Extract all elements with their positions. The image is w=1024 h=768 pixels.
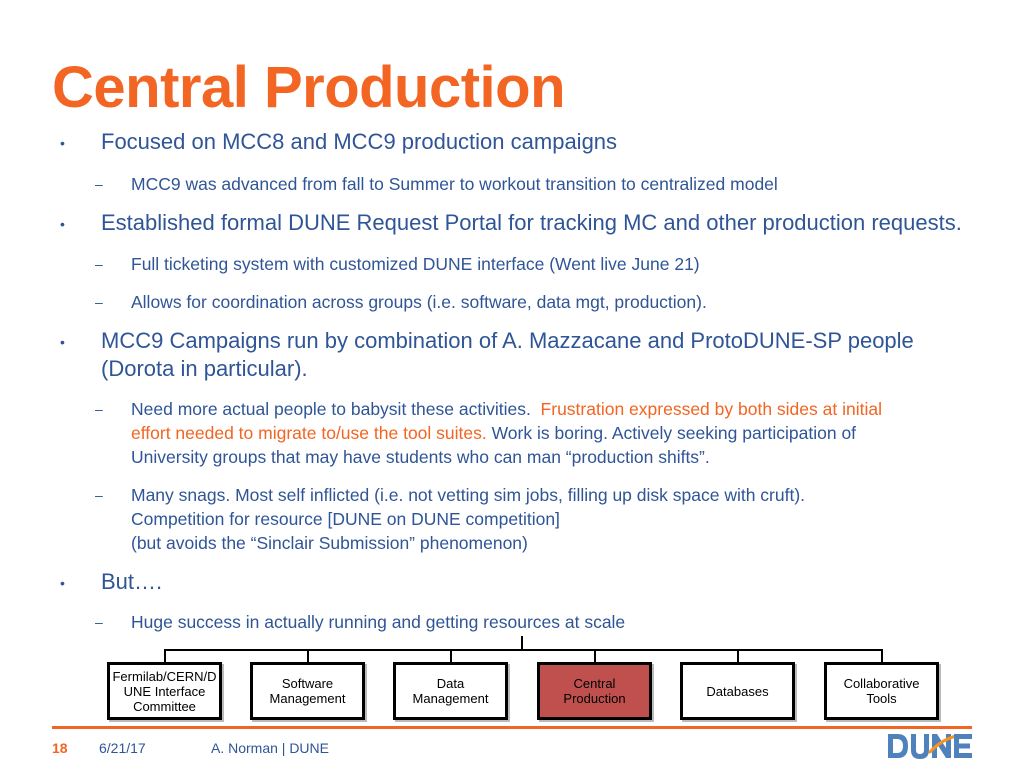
bullet-2-sub-1: Full ticketing system with customized DUNE interface (Went live June 21): [131, 254, 700, 274]
dash-marker: –: [95, 487, 103, 503]
bullet-3-line-2: (Dorota in particular).: [101, 356, 308, 381]
footer-divider: [52, 726, 972, 729]
org-box-label-line: Databases: [706, 683, 769, 699]
org-box-label-line: Fermilab/CERN/D: [112, 668, 217, 684]
org-box-central-production: [537, 662, 652, 720]
org-box-label-line: UNE Interface: [123, 683, 206, 699]
bullet-2-sub-2: Allows for coordination across groups (i.e. software, data mgt, production).: [131, 292, 707, 312]
bullet-3-sub-1-line-3: University groups that may have students who can man “production shifts”.: [131, 447, 710, 467]
bullet-3-sub-2-line-3: (but avoids the “Sinclair Submission” phenomenon): [131, 533, 528, 553]
dash-marker: –: [95, 256, 103, 272]
bullet-2-text: Established formal DUNE Request Portal for tracking MC and other production requests.: [101, 210, 962, 235]
sub-text-normal: Work is boring. Actively seeking participation of: [491, 423, 857, 443]
dash-marker: –: [95, 401, 103, 417]
dash-marker: –: [95, 614, 103, 630]
sub-text-normal: Need more actual people to babysit these activities.: [131, 399, 531, 419]
org-connector-drop: [450, 649, 452, 663]
org-box-collaborative-tools: [824, 662, 939, 720]
bullet-3-sub-1-line-1: [131, 397, 882, 421]
sub-text-highlight: effort needed to migrate to/use the tool suites.: [131, 423, 487, 443]
org-box-fermilab-cern-dune-interface-committee: [107, 662, 222, 720]
org-box-label-line: Production: [563, 691, 626, 706]
sub-text-highlight: Frustration expressed by both sides at initial: [540, 399, 882, 419]
org-box-label-line: Management: [269, 691, 346, 706]
bullet-3-sub-1-line-2: [131, 421, 856, 445]
org-connector-drop: [881, 649, 883, 663]
org-box-label-line: Committee: [133, 698, 196, 714]
org-box-label-line: Central: [573, 676, 616, 691]
bullet-4-text: But….: [101, 569, 163, 594]
org-connector-trunk: [521, 636, 523, 650]
bullet-1-text: Focused on MCC8 and MCC9 production campaigns: [101, 129, 618, 154]
org-connector-drop: [307, 649, 309, 663]
org-connector-drop: [737, 649, 739, 663]
bullet-marker: •: [60, 575, 65, 591]
org-box-label-line: Collaborative: [843, 676, 920, 691]
bullet-marker: •: [60, 216, 65, 232]
footer-author: A. Norman | DUNE: [211, 740, 329, 756]
org-box-software-management: [250, 662, 365, 720]
bullet-3-line-1: MCC9 Campaigns run by combination of A. Mazzacane and ProtoDUNE-SP people: [101, 328, 914, 353]
org-box-label-line: Data Management: [412, 676, 489, 706]
page-number: 18: [52, 740, 68, 756]
org-connector-drop: [164, 649, 166, 663]
dash-marker: –: [95, 176, 103, 192]
org-connector-drop: [594, 649, 596, 663]
dash-marker: –: [95, 294, 103, 310]
dune-logo: [886, 730, 976, 762]
org-box-label-line: Tools: [866, 691, 897, 706]
bullet-3-sub-2-line-1: Many snags. Most self inflicted (i.e. not vetting sim jobs, filling up disk space with cruft).: [131, 485, 806, 505]
slide-title: Central Production: [52, 55, 566, 120]
footer-date: 6/21/17: [99, 740, 146, 756]
bullet-1-sub-1: MCC9 was advanced from fall to Summer to workout transition to centralized model: [131, 174, 778, 194]
bullet-marker: •: [60, 334, 65, 350]
bullet-4-sub-1: Huge success in actually running and getting resources at scale: [131, 612, 626, 632]
org-box-data-management: [393, 662, 508, 720]
org-box-databases: [680, 662, 795, 720]
bullet-3-sub-2-line-2: Competition for resource [DUNE on DUNE competition]: [131, 509, 560, 529]
org-box-label-line: Software: [281, 676, 334, 691]
bullet-marker: •: [60, 135, 65, 151]
org-connector-bar: [164, 649, 883, 651]
dune-logo-icon: [886, 730, 976, 762]
